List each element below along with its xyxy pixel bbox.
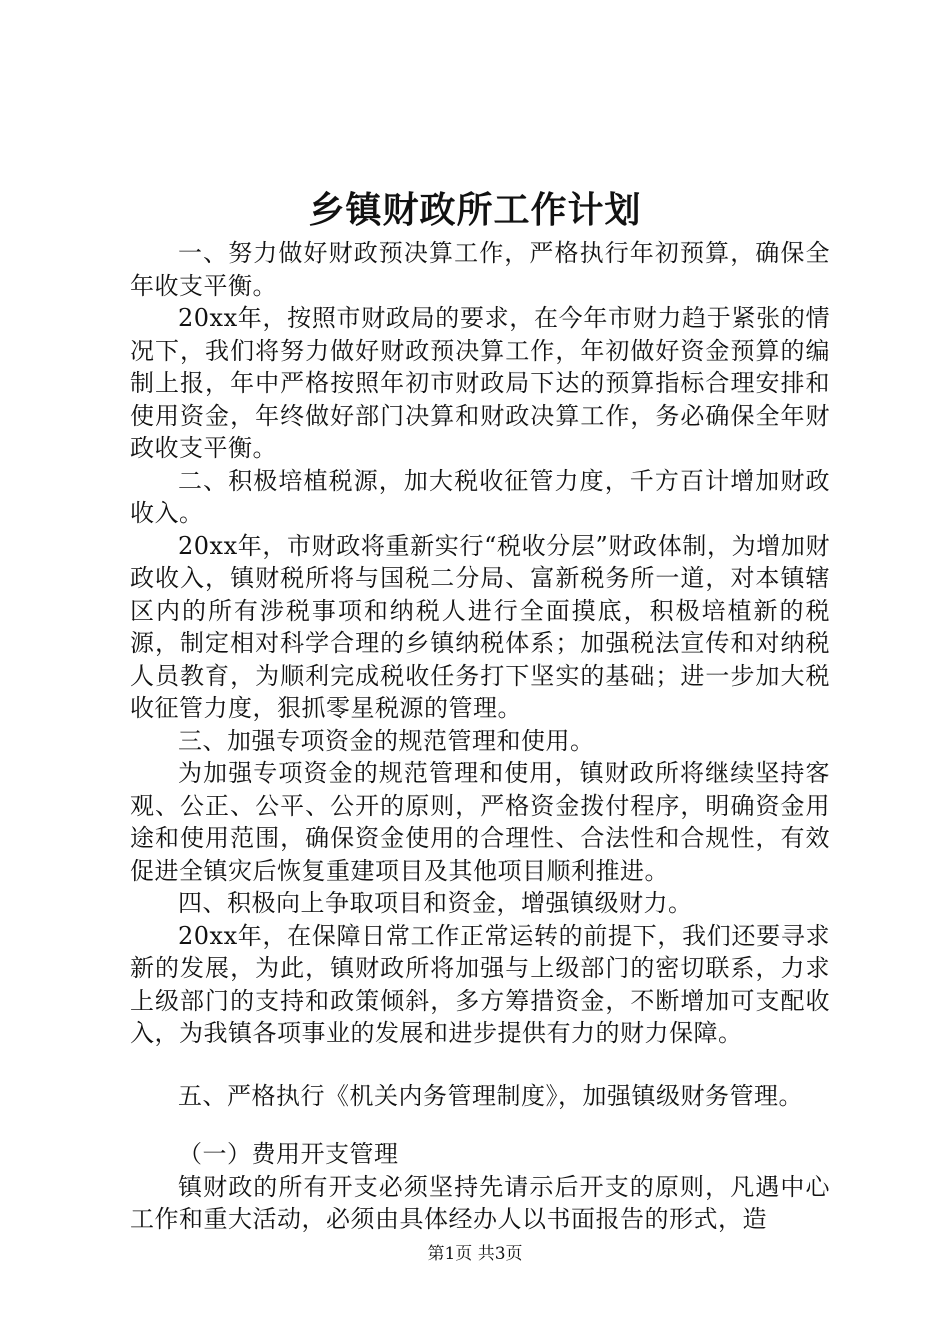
- paragraph-4: 20xx年，在保障日常工作正常运转的前提下，我们还要寻求新的发展，为此，镇财政所将加强与上级部门的密切联系，力求上级部门的支持和政策倾斜，多方筹措资金，不断增加可支配收入，为我镇各项事业的发展和进步提供有力的财力保障。: [130, 921, 830, 1047]
- paragraph-1: 20xx年，按照市财政局的要求，在今年市财力趋于紧张的情况下，我们将努力做好财政预决算工作，年初做好资金预算的编制上报，年中严格按照年初市财政局下达的预算指标合理安排和使用资金，年终做好部门决算和财政决算工作，务必确保全年财政收支平衡。: [130, 304, 830, 462]
- section-heading-4: 四、积极向上争取项目和资金，增强镇级财力。: [178, 889, 693, 917]
- paragraph-3: 为加强专项资金的规范管理和使用，镇财政所将继续坚持客观、公正、公平、公开的原则，严格资金拨付程序，明确资金用途和使用范围，确保资金使用的合理性、合法性和合规性，有效促进全镇灾后恢复重建项目及其他项目顺利推进。: [130, 759, 830, 885]
- paragraph-2: 20xx年，市财政将重新实行“税收分层”财政体制，为增加财政收入，镇财税所将与国税二分局、富新税务所一道，对本镇辖区内的所有涉税事项和纳税人进行全面摸底，积极培植新的税源，制定相对科学合理的乡镇纳税体系；加强税法宣传和对纳税人员教育，为顺利完成税收任务打下坚实的基础；进一步加大税收征管力度，狠抓零星税源的管理。: [130, 531, 830, 722]
- section-heading-1: 一、努力做好财政预决算工作，严格执行年初预算，确保全年收支平衡。: [130, 239, 830, 300]
- subsection-heading-1: （一）费用开支管理: [178, 1140, 399, 1168]
- section-heading-3: 三、加强专项资金的规范管理和使用。: [178, 726, 595, 755]
- document-body: [130, 237, 830, 1236]
- section-heading-5: 五、严格执行《机关内务管理制度》，加强镇级财务管理。: [178, 1081, 803, 1110]
- page-number-footer: 第1页 共3页: [427, 1244, 523, 1264]
- paragraph-5: 镇财政的所有开支必须坚持先请示后开支的原则，凡遇中心工作和重大活动，必须由具体经办人以书面报告的形式，造: [130, 1172, 830, 1233]
- section-heading-2: 二、积极培植税源，加大税收征管力度，千方百计增加财政收入。: [130, 466, 830, 527]
- document-title: 乡镇财政所工作计划: [308, 189, 642, 231]
